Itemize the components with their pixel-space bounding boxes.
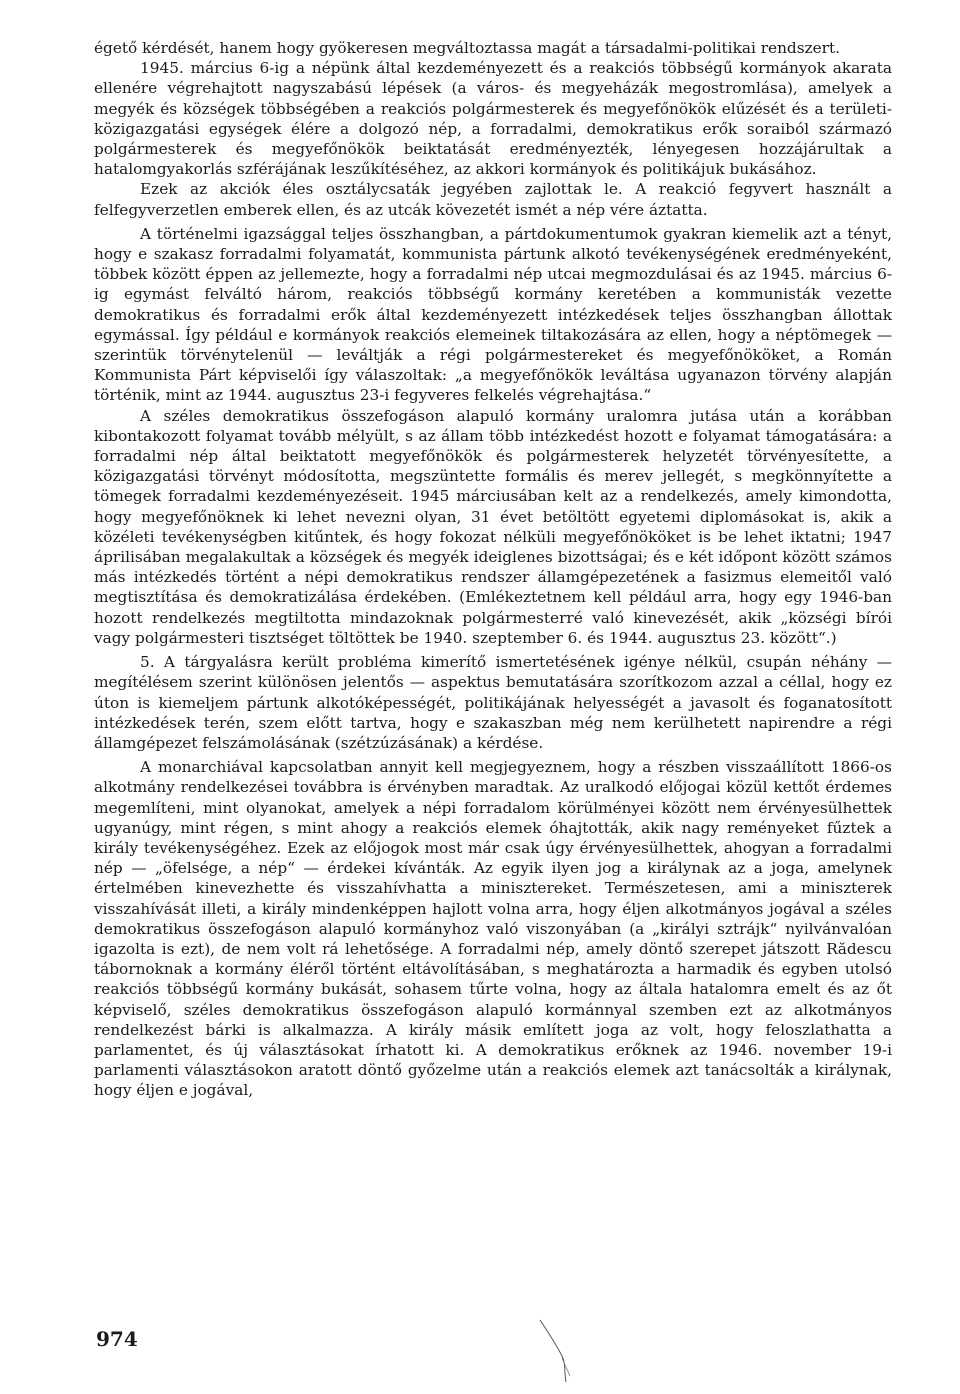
paragraph-monarchy: A monarchiával kapcsolatban annyit kell megjegyeznem, hogy a részben visszaállított 1866-os alkotmány rendelkezései továbbra is érvényben maradtak. Az uralkodó előjogai közül kettőt érdemes megemlíteni, mint olyanokat, amelyek a népi forradalom körülményei között nem érvényesülhettek ugyanúgy, mint régen, s mint ahogy a reakciós elemek óhajtották, akik nagy reményeket fűztek a király tevékenységéhez. Ezek az előjogok most már csak úgy érvényesülhettek, ahogyan a forradalmi nép — „öfelsége, a nép“ — érdekei kívánták. Az egyik ilyen jog a királynak az a joga, amelynek értelmében kinevezhette és visszahívhatta a minisztereket. Természetesen, ami a miniszterek visszahívását illeti, a király mindenképpen hajlott volna arra, hogy éljen alkotmányos jogával a széles demokratikus összefogáson alapuló kormányhoz való viszonyában (a „királyi sztrájk“ nyilvánvalóan igazolta is ezt), de nem volt rá lehetősége. A forradalmi nép, amely döntő szerepet játszott Rădescu tábornoknak a kormány éléről történt eltávolításában, s meghatározta a harmadik és egyben utolsó reakciós többségű kormány bukását, sohasem tűrte volna, hogy az általa hatalomra emelt és az őt képviselő, széles demokratikus összefogáson alapuló kormánnyal szemben ezt az alkotmányos rendelkezést bárki is alkalmazza. A király másik említett joga az volt, hogy feloszlathatta a parlamentet, és új választásokat írhatott ki. A demokratikus erőknek az 1946. november 19-i parlamenti választásokon aratott döntő győzelme után a reakciós elemek azt tanácsolták a királynak, hogy éljen e jogával, [94, 758, 892, 1100]
paragraph-historical-truth: A történelmi igazsággal teljes összhangban, a pártdokumentumok gyakran kiemelik azt a tényt, hogy e szakasz forradalmi folyamatát, kommunista pártunk alkotó tevékenységének eredményeként, többek között éppen az jellemezte, hogy a forradalmi nép utcai megmozdulásai és az 1945. március 6-ig egymást felváltó három, reakciós többségű kormány keretében a kommunisták vezette demokratikus és forradalmi erők által kezdeményezett intézkedések teljes összhangban állottak egymással. Így például e kormányok reakciós elemeinek tiltakozására az ellen, hogy a néptömegek — szerintük törvénytelenül — leváltják a régi polgármestereket és megyefőnököket, a Román Kommunista Párt képviselői így válaszoltak: „a megyefőnökök leváltása ugyanazon törvény alapján történik, mint az 1944. augusztus 23-i fegyveres felkelés végrehajtása.“ [94, 224, 892, 405]
paragraph-1945-march: 1945. március 6-ig a népünk által kezdeményezett és a reakciós többségű kormányok akarata ellenére végrehajtott nagyszabású lépések (a város- és megyeházák megostromlása), amelyek a megyék és községek többségében a reakciós polgármesterek és megyefőnökök elűzését és a területi-közigazgatási egységek élére a dolgozó nép, a forradalmi, demokratikus erők soraiból származó polgármesterek és megyefőnökök beiktatását eredményezték, lényegesen hozzájárultak a hatalomgyakorlás szférájának leszűkítéséhez, az akkori kormányok és politikájuk bukásához. [94, 59, 892, 179]
paragraph-continuation: égető kérdését, hanem hogy gyökeresen megváltoztassa magát a társadalmi-politikai rendszert. [94, 39, 840, 57]
paragraph-broad-democratic: A széles demokratikus összefogáson alapuló kormány uralomra jutása után a korábban kibontakozott folyamat tovább mélyült, s az állam több intézkedést hozott e folyamat támogatására: a forradalmi nép által beiktatott megyefőnökök és polgármesterek helyzetét törvényesítette, a közigazgatási törvényt módosította, megszüntette formális és merev jellegét, s megkönnyítette a tömegek forradalmi kezdeményezéseit. 1945 márciusában kelt az a rendelkezés, amely kimondotta, hogy megyefőnöknek ki lehet nevezni olyan, 31 évet betöltött egyetemi diplomásokat is, akik a közéleti tevékenységben kitűntek, és hogy fokozat nélküli megyefőnököket is be lehet iktatni; 1947 áprilisában megalakultak a községek és megyék ideiglenes bizottságai; és e két időpont között számos más intézkedés történt a népi demokratikus rendszer államgépezetének a fasizmus elemeitől való megtisztítása és demokratizálása érdekében. (Emlékeztetnem kell például arra, hogy egy 1946-ban hozott rendelkezés megtiltotta mindazoknak polgármesterré való kinevezését, akik „községi bírói vagy polgármesteri tisztséget töltöttek be 1940. szeptember 6. és 1944. augusztus 23. között“.) [94, 406, 892, 647]
paragraph-section-5: 5. A tárgyalásra került probléma kimerítő ismertetésének igénye nélkül, csupán néhány — megítélésem szerint különösen jelentős — aspektus bemutatására szorítkozom azzal a céllal, hogy ez úton is kiemeljem pártunk alkotóképességét, politikájának helyességét a javasolt és foganatosított intézkedések terén, szem előtt tartva, hogy e szakaszban még nem kerülhetett napirendre a régi államgépezet felszámolásának (szétzúzásának) a kérdése. [94, 653, 892, 752]
paragraph-class-battles: Ezek az akciók éles osztálycsaták jegyében zajlottak le. A reakció fegyvert használt a felfegyverzetlen emberek ellen, és az utcák kövezetét ismét a nép vére áztatta. [94, 180, 892, 219]
page-number: 974 [96, 1327, 138, 1351]
scan-artifact-mark [536, 1318, 596, 1390]
document-page [94, 38, 892, 1101]
